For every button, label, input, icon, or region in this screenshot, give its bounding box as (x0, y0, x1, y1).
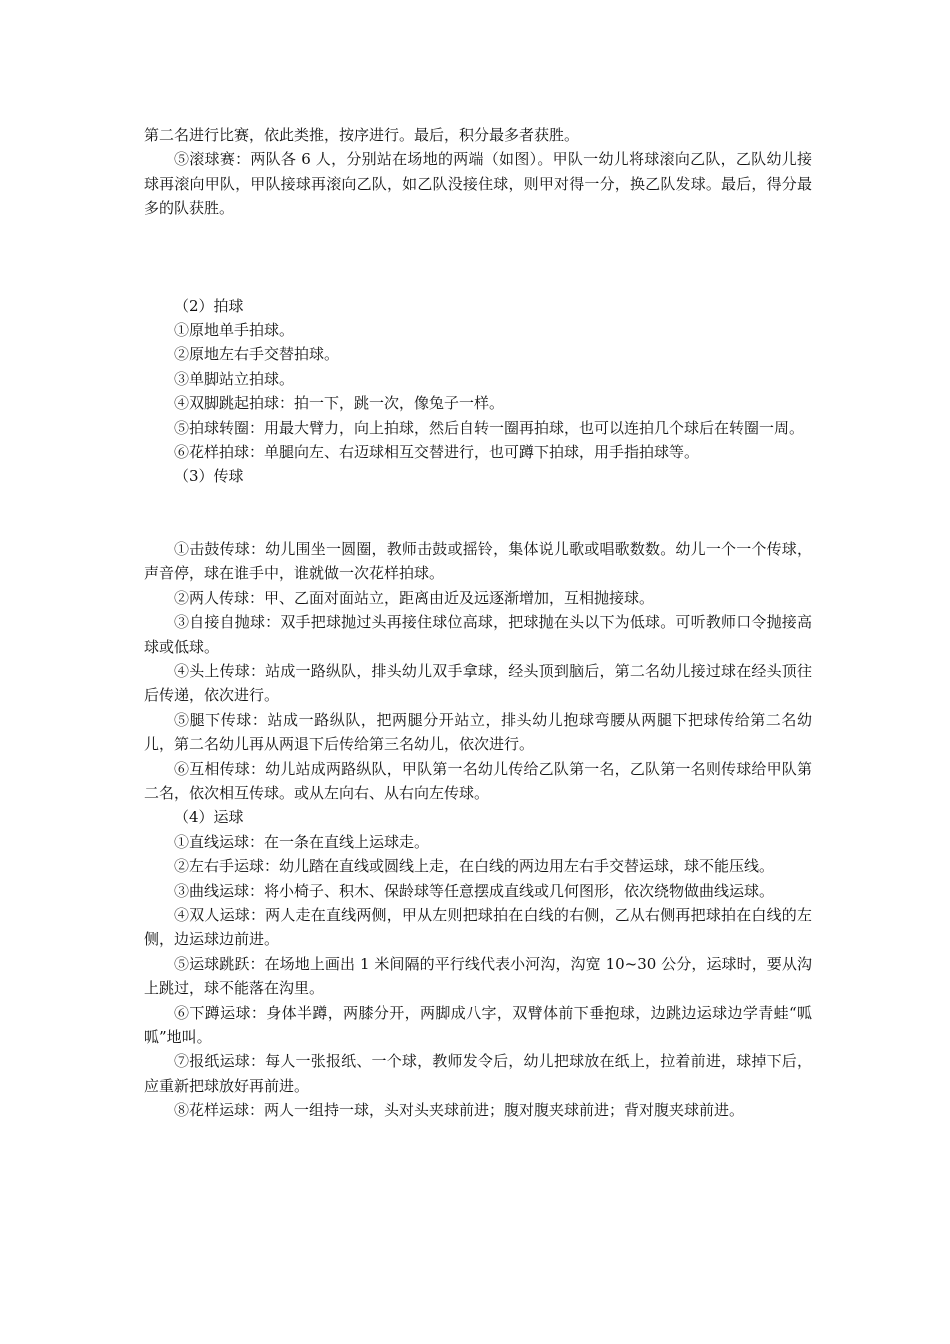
list-item: ②两人传球：甲、乙面对面站立，距离由近及远逐渐增加，互相抛接球。 (174, 588, 655, 607)
list-item: ③曲线运球：将小椅子、积木、保龄球等任意摆成直线或几何图形，依次绕物做曲线运球。 (174, 881, 775, 900)
list-item: ④双脚跳起拍球：拍一下，跳一次，像兔子一样。 (174, 394, 505, 413)
section-heading: （2）拍球 (174, 296, 244, 315)
list-item: ⑥互相传球：幼儿站成两路纵队，甲队第一名幼儿传给乙队第一名，乙队第一名则传球给甲队第二名，依次相互传球。或从左向右、从右向左传球。 (144, 759, 812, 802)
list-item: ①直线运球：在一条在直线上运球走。 (174, 832, 430, 851)
list-item: ⑦报纸运球：每人一张报纸、一个球，教师发令后，幼儿把球放在纸上，拉着前进，球掉下后，应重新把球放好再前进。 (144, 1052, 812, 1095)
section-heading: （4）运球 (174, 808, 244, 827)
list-item: ⑥下蹲运球：身体半蹲，两膝分开，两脚成八字，双臂体前下垂抱球，边跳边运球边学青蛙“呱呱”地叫。 (144, 1003, 812, 1046)
section-heading: （3）传球 (174, 467, 244, 486)
list-item: ③自接自抛球：双手把球抛过头再接住球位高球，把球抛在头以下为低球。可听教师口令抛接高球或低球。 (144, 613, 812, 656)
list-item: ②原地左右手交替拍球。 (174, 345, 340, 364)
list-item: ⑧花样运球：两人一组持一球，头对头夹球前进；腹对腹夹球前进；背对腹夹球前进。 (174, 1101, 745, 1120)
list-item: ⑤运球跳跃：在场地上画出 1 米间隔的平行线代表小河沟，沟宽 10~30 公分，运球时，要从沟上跳过，球不能落在沟里。 (144, 954, 812, 998)
list-item: ④头上传球：站成一路纵队，排头幼儿双手拿球，经头顶到脑后，第二名幼儿接过球在经头顶往后传递，依次进行。 (144, 661, 812, 705)
list-item: ②左右手运球：幼儿踏在直线或圆线上走，在白线的两边用左右手交替运球，球不能压线。 (174, 857, 775, 876)
list-item: ④双人运球：两人走在直线两侧，甲从左则把球拍在白线的右侧，乙从右侧再把球拍在白线的左侧，边运球边前进。 (144, 905, 812, 949)
list-item: ①原地单手拍球。 (174, 321, 295, 340)
paragraph: ⑤滚球赛：两队各 6 人，分别站在场地的两端（如图）。甲队一幼儿将球滚向乙队，乙队幼儿接球再滚向甲队，甲队接球再滚向乙队，如乙队没接住球，则甲对得一分，换乙队发球。最后，得分最多的队获胜。 (144, 150, 812, 218)
document-body (144, 123, 812, 1123)
paragraph: 第二名进行比赛，依此类推，按序进行。最后，积分最多者获胜。 (144, 126, 580, 144)
list-item: ⑤拍球转圈：用最大臂力，向上拍球，然后自转一圈再拍球，也可以连拍几个球后在转圈一周。 (174, 418, 805, 437)
list-item: ①击鼓传球：幼儿围坐一圆圈，教师击鼓或摇铃，集体说儿歌或唱歌数数。幼儿一个一个传球，声音停，球在谁手中，谁就做一次花样拍球。 (144, 539, 812, 583)
list-item: ⑤腿下传球：站成一路纵队，把两腿分开站立，排头幼儿抱球弯腰从两腿下把球传给第二名幼儿，第二名幼儿再从两退下后传给第三名幼儿，依次进行。 (144, 710, 812, 754)
list-item: ③单脚站立拍球。 (174, 369, 295, 388)
blank-space (144, 489, 812, 537)
list-item: ⑥花样拍球：单腿向左、右迈球相互交替进行，也可蹲下拍球，用手指拍球等。 (174, 443, 700, 462)
blank-space (144, 221, 812, 294)
